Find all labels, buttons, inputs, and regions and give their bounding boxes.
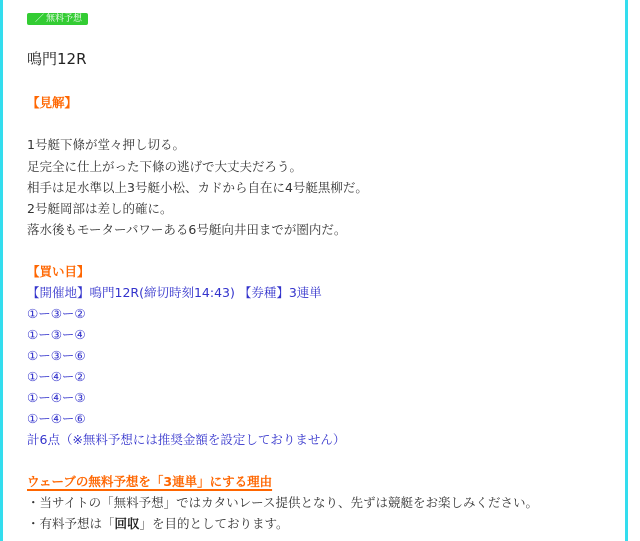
reason-bullet-text: ・当サイトの「無料予想」ではカタいレース提供となり、先ずは競艇をお楽しみください。 [27, 495, 539, 510]
reason-heading-link[interactable]: ウェーブの無料予想を「3連単」にする理由 [27, 474, 273, 489]
bet-combo: ①ー④ー③ [27, 390, 86, 405]
reason-bullet-strong: 回収 [114, 516, 140, 531]
free-prediction-badge [27, 13, 88, 25]
bet-combo: ①ー④ー⑥ [27, 411, 86, 426]
analysis-line: 相手は足水準以上3号艇小松、カドから自在に4号艇黒柳だ。 [27, 180, 368, 195]
reason-heading-wrap [27, 472, 272, 490]
bets-meta-line: 【開催地】鳴門12R(締切時刻14:43) 【券種】3連単 [27, 285, 322, 300]
bet-combo: ①ー③ー② [27, 306, 86, 321]
badge-label: 無料予想 [46, 14, 83, 24]
analysis-line: 落水後もモーターパワーある6号艇向井田までが圏内だ。 [27, 222, 347, 237]
bet-combo: ①ー③ー④ [27, 327, 86, 342]
analysis-line: 1号艇下條が堂々押し切る。 [27, 137, 185, 152]
page-right-margin [628, 0, 640, 541]
reason-bullet-text: ・有料予想は「 [27, 516, 115, 531]
analysis-line: 足完全に仕上がった下條の逃げで大丈夫だろう。 [27, 159, 303, 174]
reason-bullet [27, 514, 289, 532]
bet-combo: ①ー④ー② [27, 369, 86, 384]
reason-bullet [27, 493, 538, 511]
bets-heading: 【買い目】 [27, 264, 90, 279]
bet-combo: ①ー③ー⑥ [27, 348, 86, 363]
analysis-heading: 【見解】 [27, 95, 78, 110]
bets-total: 計6点（※無料予想には推奨金額を設定しておりません） [27, 432, 346, 447]
race-title: 鳴門12R [27, 50, 87, 68]
reason-bullet-text-end: 」を目的としております。 [139, 516, 289, 531]
analysis-line: 2号艇岡部は差し的確に。 [27, 201, 173, 216]
slash-icon: ／ [35, 14, 45, 24]
